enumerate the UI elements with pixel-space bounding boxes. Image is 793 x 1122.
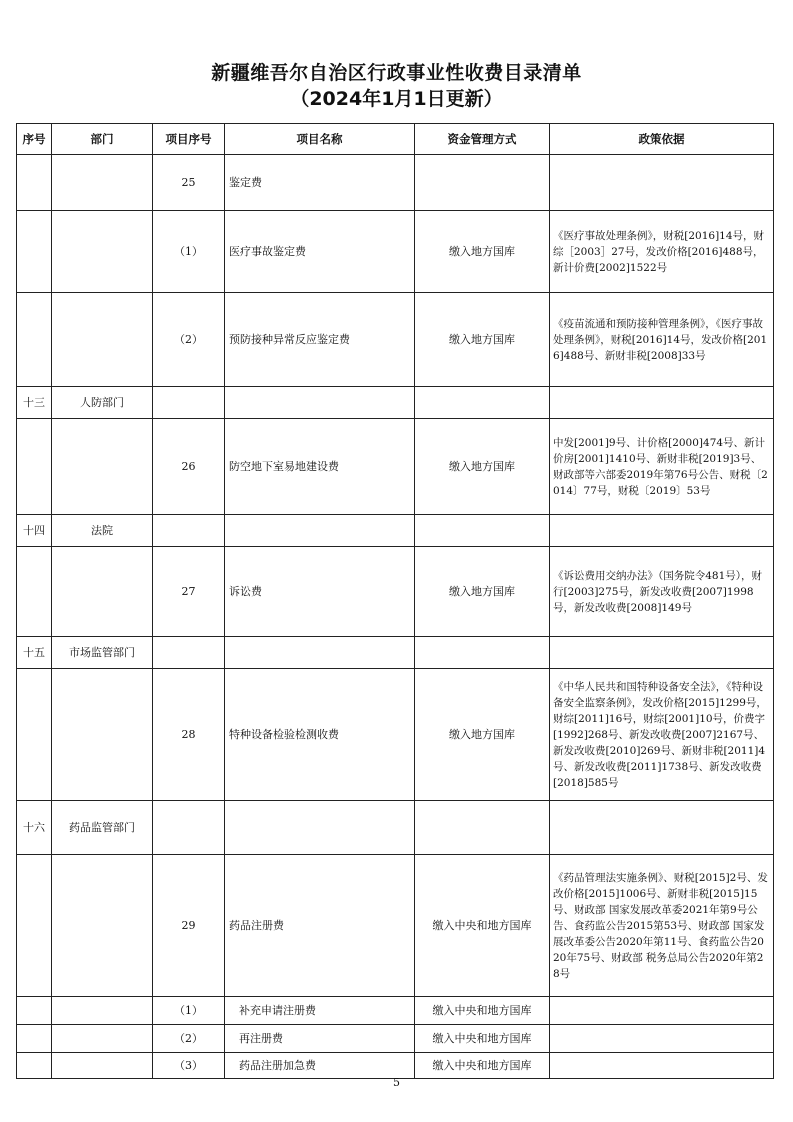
cell-item-no bbox=[153, 637, 225, 669]
cell-dept bbox=[52, 419, 153, 515]
cell-dept: 法院 bbox=[52, 515, 153, 547]
cell-fund bbox=[415, 515, 550, 547]
cell-item-name: 再注册费 bbox=[225, 1025, 415, 1053]
cell-item-name bbox=[225, 801, 415, 855]
cell-item-name bbox=[225, 637, 415, 669]
cell-policy bbox=[550, 801, 774, 855]
cell-item-no: 28 bbox=[153, 669, 225, 801]
cell-item-no bbox=[153, 515, 225, 547]
cell-item-name: 诉讼费 bbox=[225, 547, 415, 637]
cell-policy bbox=[550, 1025, 774, 1053]
cell-item-no: 29 bbox=[153, 855, 225, 997]
table-row bbox=[17, 997, 774, 1025]
cell-seq bbox=[17, 997, 52, 1025]
cell-item-name: 药品注册费 bbox=[225, 855, 415, 997]
header-item-no: 项目序号 bbox=[153, 124, 225, 155]
cell-fund: 缴入地方国库 bbox=[415, 293, 550, 387]
cell-fund: 缴入中央和地方国库 bbox=[415, 855, 550, 997]
table-row bbox=[17, 515, 774, 547]
cell-dept bbox=[52, 855, 153, 997]
header-fund: 资金管理方式 bbox=[415, 124, 550, 155]
cell-seq: 十六 bbox=[17, 801, 52, 855]
cell-dept bbox=[52, 293, 153, 387]
cell-item-no: （3） bbox=[153, 1053, 225, 1079]
cell-dept bbox=[52, 1053, 153, 1079]
cell-dept: 市场监管部门 bbox=[52, 637, 153, 669]
table-row bbox=[17, 637, 774, 669]
cell-fund: 缴入中央和地方国库 bbox=[415, 997, 550, 1025]
document-subtitle: （2024年1月1日更新） bbox=[290, 88, 503, 110]
cell-item-no: 26 bbox=[153, 419, 225, 515]
cell-fund bbox=[415, 155, 550, 211]
cell-item-name: 补充申请注册费 bbox=[225, 997, 415, 1025]
document-title: 新疆维吾尔自治区行政事业性收费目录清单 bbox=[211, 62, 582, 84]
cell-policy: 中发[2001]9号、计价格[2000]474号、新计价房[2001]1410号、新财非税[2019]3号、财政部等六部委2019年第76号公告、财税〔2014〕77号，财税〔2019〕53号 bbox=[550, 419, 774, 515]
table-header-row bbox=[17, 124, 774, 155]
cell-item-name bbox=[225, 515, 415, 547]
page-number: 5 bbox=[393, 1076, 400, 1089]
cell-item-name bbox=[225, 387, 415, 419]
cell-policy bbox=[550, 637, 774, 669]
cell-seq: 十五 bbox=[17, 637, 52, 669]
cell-dept bbox=[52, 211, 153, 293]
cell-fund: 缴入地方国库 bbox=[415, 669, 550, 801]
cell-item-no: （2） bbox=[153, 1025, 225, 1053]
cell-seq bbox=[17, 669, 52, 801]
cell-seq bbox=[17, 1053, 52, 1079]
cell-dept: 人防部门 bbox=[52, 387, 153, 419]
cell-item-name: 特种设备检验检测收费 bbox=[225, 669, 415, 801]
table-row bbox=[17, 1053, 774, 1079]
cell-dept bbox=[52, 669, 153, 801]
cell-policy: 《药品管理法实施条例》、财税[2015]2号、发改价格[2015]1006号、新财非税[2015]15号、财政部 国家发展改革委2021年第9号公告、食药监公告2015第53号、财政部 国家发展改革委公告2020年第11号、食药监公告2020年75号、财政部 税务总局公告2020年第28号 bbox=[550, 855, 774, 997]
cell-item-no: （1） bbox=[153, 211, 225, 293]
cell-seq bbox=[17, 293, 52, 387]
cell-seq bbox=[17, 155, 52, 211]
header-seq: 序号 bbox=[17, 124, 52, 155]
table-row bbox=[17, 155, 774, 211]
cell-item-name: 鉴定费 bbox=[225, 155, 415, 211]
cell-fund bbox=[415, 387, 550, 419]
cell-fund: 缴入地方国库 bbox=[415, 419, 550, 515]
cell-item-name: 医疗事故鉴定费 bbox=[225, 211, 415, 293]
header-dept: 部门 bbox=[52, 124, 153, 155]
cell-item-no bbox=[153, 801, 225, 855]
cell-item-no: 27 bbox=[153, 547, 225, 637]
cell-policy bbox=[550, 155, 774, 211]
cell-dept bbox=[52, 155, 153, 211]
cell-seq: 十三 bbox=[17, 387, 52, 419]
cell-dept bbox=[52, 1025, 153, 1053]
cell-fund: 缴入中央和地方国库 bbox=[415, 1025, 550, 1053]
cell-fund: 缴入地方国库 bbox=[415, 547, 550, 637]
table-row bbox=[17, 419, 774, 515]
cell-item-no bbox=[153, 387, 225, 419]
cell-policy bbox=[550, 1053, 774, 1079]
fee-table bbox=[16, 123, 774, 1079]
table-row bbox=[17, 669, 774, 801]
cell-policy: 《医疗事故处理条例》，财税[2016]14号，财综［2003］27号，发改价格[2016]488号，新计价费[2002]1522号 bbox=[550, 211, 774, 293]
cell-fund bbox=[415, 801, 550, 855]
table-row bbox=[17, 801, 774, 855]
cell-seq bbox=[17, 855, 52, 997]
cell-policy: 《疫苗流通和预防接种管理条例》，《医疗事故处理条例》，财税[2016]14号，发改价格[2016]488号、新财非税[2008]33号 bbox=[550, 293, 774, 387]
table-row bbox=[17, 547, 774, 637]
cell-item-no: （1） bbox=[153, 997, 225, 1025]
cell-item-name: 预防接种异常反应鉴定费 bbox=[225, 293, 415, 387]
cell-seq bbox=[17, 419, 52, 515]
cell-item-no: 25 bbox=[153, 155, 225, 211]
cell-seq: 十四 bbox=[17, 515, 52, 547]
header-item-name: 项目名称 bbox=[225, 124, 415, 155]
table-row bbox=[17, 855, 774, 997]
table-row bbox=[17, 293, 774, 387]
cell-policy bbox=[550, 515, 774, 547]
cell-fund: 缴入地方国库 bbox=[415, 211, 550, 293]
cell-item-no: （2） bbox=[153, 293, 225, 387]
cell-fund: 缴入中央和地方国库 bbox=[415, 1053, 550, 1079]
cell-item-name: 防空地下室易地建设费 bbox=[225, 419, 415, 515]
cell-policy: 《中华人民共和国特种设备安全法》，《特种设备安全监察条例》，发改价格[2015]1299号，财综[2011]16号，财综[2001]10号，价费字[1992]268号、新发改收费[2007]2167号、新发改收费[2010]269号、新财非税[2011]4号、新发改收费[2011]1738号、新发改收费[2018]585号 bbox=[550, 669, 774, 801]
cell-dept bbox=[52, 997, 153, 1025]
cell-item-name: 药品注册加急费 bbox=[225, 1053, 415, 1079]
cell-seq bbox=[17, 547, 52, 637]
cell-policy bbox=[550, 387, 774, 419]
cell-seq bbox=[17, 1025, 52, 1053]
cell-seq bbox=[17, 211, 52, 293]
cell-policy bbox=[550, 997, 774, 1025]
table-row bbox=[17, 387, 774, 419]
cell-fund bbox=[415, 637, 550, 669]
cell-dept bbox=[52, 547, 153, 637]
table-row bbox=[17, 211, 774, 293]
table-row bbox=[17, 1025, 774, 1053]
cell-dept: 药品监管部门 bbox=[52, 801, 153, 855]
header-policy: 政策依据 bbox=[550, 124, 774, 155]
cell-policy: 《诉讼费用交纳办法》（国务院令481号），财行[2003]275号，新发改收费[2007]1998号，新发改收费[2008]149号 bbox=[550, 547, 774, 637]
